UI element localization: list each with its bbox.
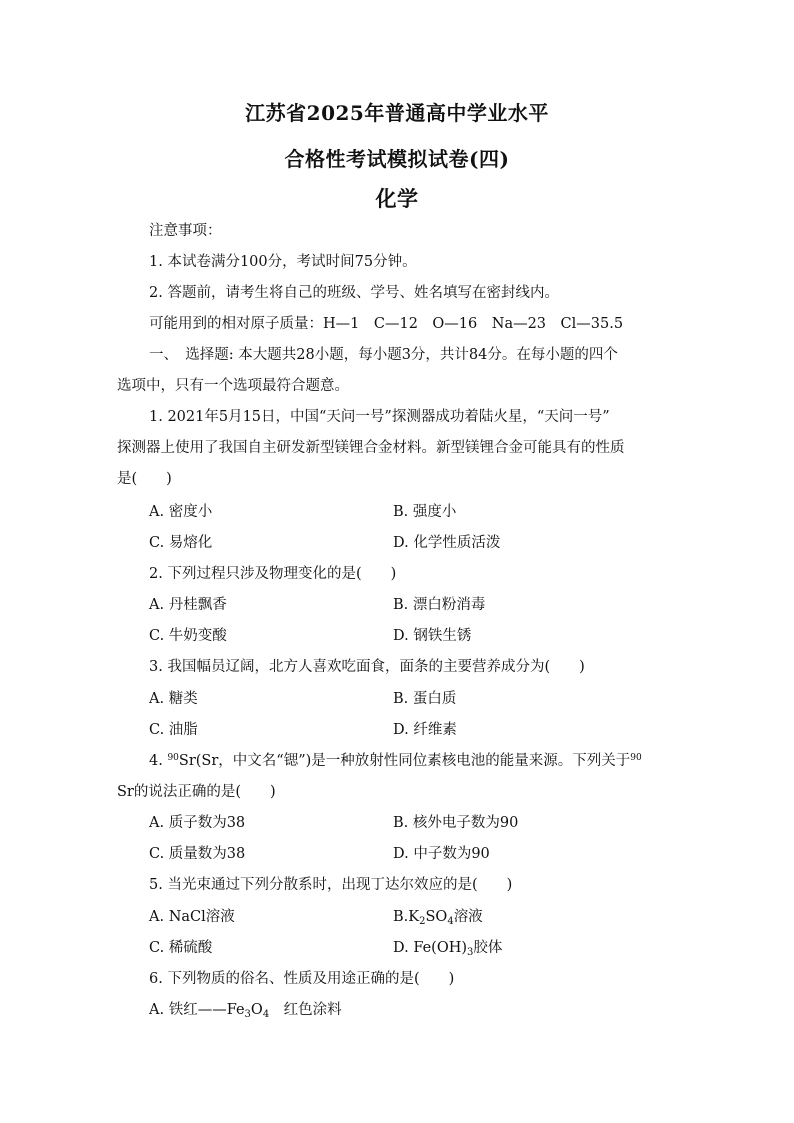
q4-option-a: A. 质子数为38 [149, 815, 246, 831]
q6-a-sub2: 4 [262, 1009, 270, 1020]
q5-d-sub: 3 [467, 947, 474, 958]
q5-option-b [393, 908, 483, 926]
q5-d-post: 胶体 [473, 940, 503, 956]
exam-title-line2: 合格性考试模拟试卷(四) [284, 147, 510, 171]
question-4-stem [149, 752, 642, 770]
question-3-stem: 3. 我国幅员辽阔，北方人喜欢吃面食，面条的主要营养成分为( ) [149, 659, 585, 675]
q4-mass-number: 90 [167, 753, 179, 763]
notes-heading: 注意事项： [149, 223, 222, 239]
q1-option-b: B. 强度小 [393, 504, 457, 520]
q5-d-text: D. Fe(OH) [393, 940, 468, 956]
q6-a-text: A. 铁红——Fe [149, 1002, 245, 1018]
q3-option-b: B. 蛋白质 [393, 691, 457, 707]
question-6-stem: 6. 下列物质的俗名、性质及用途正确的是( ) [149, 971, 455, 987]
exam-title-line1: 江苏省2025年普通高中学业水平 [245, 101, 549, 125]
q4-number: 4. [149, 753, 168, 769]
section-heading: 一、 选择题: 本大题共28小题，每小题3分，共计84分。在每小题的四个 [149, 347, 618, 363]
q6-a-mid: O [250, 1002, 263, 1018]
subject-title: 化学 [375, 186, 419, 211]
q6-option-a [149, 1001, 342, 1019]
q5-option-c: C. 稀硫酸 [149, 940, 213, 956]
q5-b-sub1: 2 [419, 916, 426, 927]
q5-b-post: 溶液 [453, 909, 483, 925]
q1-option-a: A. 密度小 [149, 504, 213, 520]
q4-option-d: D. 中子数为90 [393, 846, 490, 862]
q5-option-d [393, 939, 502, 957]
q1-option-c: C. 易熔化 [149, 535, 213, 551]
q4-option-b: B. 核外电子数为90 [393, 815, 519, 831]
q5-b-sub2: 4 [447, 916, 454, 927]
question-2-stem: 2. 下列过程只涉及物理变化的是( ) [149, 566, 397, 582]
q1-option-d: D. 化学性质活泼 [393, 535, 501, 551]
q4-option-c: C. 质量数为38 [149, 846, 246, 862]
q3-option-c: C. 油脂 [149, 722, 198, 738]
q2-option-c: C. 牛奶变酸 [149, 628, 227, 644]
q5-b-text: B.K [393, 909, 420, 925]
q2-option-d: D. 钢铁生锈 [393, 628, 472, 644]
notes-item-2: 2. 答题前，请考生将自己的班级、学号、姓名填写在密封线内。 [149, 285, 559, 301]
q4-stem-text: Sr(Sr，中文名“锶”)是一种放射性同位素核电池的能量来源。下列关于 [178, 753, 631, 769]
atomic-masses: 可能用到的相对原子质量：H—1 C—12 O—16 Na—23 Cl—35.5 [149, 316, 624, 332]
question-1-stem-cont: 探测器上使用了我国自主研发新型镁锂合金材料。新型镁锂合金可能具有的性质 [117, 440, 625, 456]
q5-b-mid: SO [425, 909, 448, 925]
q2-option-a: A. 丹桂飘香 [149, 597, 227, 613]
q3-option-a: A. 糖类 [149, 691, 198, 707]
q6-a-post: 红色涂料 [269, 1002, 342, 1018]
q5-option-a: A. NaCl溶液 [149, 909, 235, 925]
question-1-stem-end: 是( ) [117, 471, 172, 487]
question-4-stem-cont: Sr的说法正确的是( ) [117, 784, 276, 800]
notes-item-1: 1. 本试卷满分100分，考试时间75分钟。 [149, 254, 417, 270]
q3-option-d: D. 纤维素 [393, 722, 457, 738]
question-5-stem: 5. 当光束通过下列分散系时，出现丁达尔效应的是( ) [149, 877, 513, 893]
q4-mass-number-2: 90 [630, 753, 642, 763]
question-1-stem: 1. 2021年5月15日，中国“天问一号”探测器成功着陆火星，“天问一号” [149, 409, 610, 425]
q2-option-b: B. 漂白粉消毒 [393, 597, 486, 613]
section-heading-cont: 选项中，只有一个选项最符合题意。 [117, 378, 349, 394]
q6-a-sub1: 3 [244, 1009, 251, 1020]
